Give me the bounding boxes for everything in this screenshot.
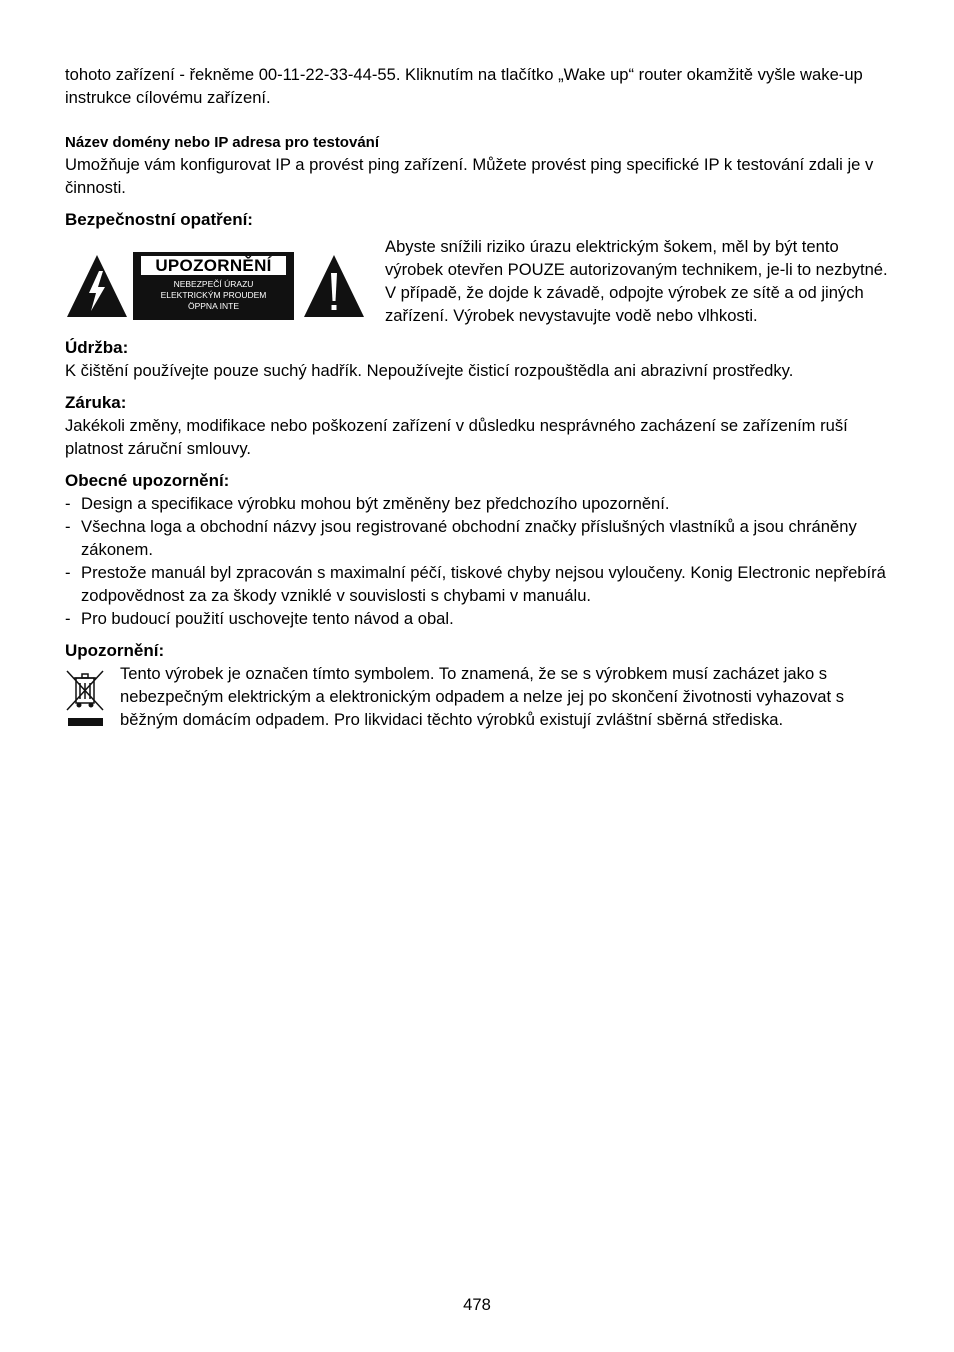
warranty-heading: Záruka: <box>65 393 127 412</box>
warranty-text: Jakékoli změny, modifikace nebo poškození zařízení v důsledku nesprávného zacházení se zařízením ruší platnost záruční smlouvy. <box>65 416 848 458</box>
warning-line: ELEKTRICKÝM PROUDEM <box>160 289 267 300</box>
safety-heading: Bezpečnostní opatření: <box>65 210 253 229</box>
exclamation-warning-icon <box>302 253 366 319</box>
crossed-out-wheelie-bin-icon <box>65 668 105 730</box>
list-item: - Prestože manuál byl zpracován s maximalní péčí, tiskové chyby nejsou vyloučeny. Konig Electronic nepřebírá zodpovědnost za za škody vzniklé v souvislosti s chybami v manuálu. <box>65 561 895 607</box>
maintenance-text: K čištění používejte pouze suchý hadřík. Nepoužívejte čisticí rozpouštědla ani abrazivní prostředky. <box>65 361 794 380</box>
list-item: - Pro budoucí použití uschovejte tento návod a obal. <box>65 607 895 630</box>
domain-test-paragraph: Umožňuje vám konfigurovat IP a provést ping zařízení. Můžete provést ping specifické IP k testování zdali je v činnosti. <box>65 155 874 197</box>
list-item: - Design a specifikace výrobku mohou být změněny bez předchozího upozornění. <box>65 492 895 515</box>
warning-subtext <box>161 279 267 312</box>
safety-icons <box>65 234 385 327</box>
warning-line: ÖPPNA INTE <box>187 300 239 311</box>
maintenance-heading: Údržba: <box>65 338 129 357</box>
manual-page <box>65 63 895 736</box>
notice-text: Tento výrobek je označen tímto symbolem. To znamená, že se s výrobkem musí zacházet jako s nebezpečným elektrickým a elektronickým odpadem a nelze jej po skončení životnosti vyhazovat s běžným domácím odpadem. Pro likvidaci těchto výrobků existují zvláštní sběrná střediska. <box>120 664 845 729</box>
safety-section <box>65 234 895 327</box>
notice-heading: Upozornění: <box>65 641 165 660</box>
warning-label <box>133 252 294 320</box>
electric-shock-warning-icon <box>65 253 129 319</box>
safety-text: Abyste snížili riziko úrazu elektrickým šokem, měl by být tento výrobek otevřen POUZE autorizovaným technikem, je-li to nezbytné. V případě, že dojde k závadě, odpojte výrobek ze sítě a od jiných zařízení. Výrobek nevystavujte vodě nebo vlhkosti. <box>385 237 888 325</box>
general-heading: Obecné upozornění: <box>65 471 230 490</box>
page-number: 478 <box>463 1295 491 1314</box>
list-item: - Všechna loga a obchodní názvy jsou registrované obchodní značky příslušných vlastníků a jsou chráněny zákonem. <box>65 515 895 561</box>
warning-line: NEBEZPEČÍ ÚRAZU <box>173 278 254 289</box>
general-list <box>65 492 895 630</box>
intro-paragraph: tohoto zařízení - řekněme 00-11-22-33-44-55. Kliknutím na tlačítko „Wake up“ router okamžitě vyšle wake-up instrukce cílovému zařízení. <box>65 65 863 107</box>
domain-test-heading: Název domény nebo IP adresa pro testování <box>65 134 379 151</box>
notice-section <box>65 662 895 736</box>
warning-title: UPOZORNĚNÍ <box>141 256 286 275</box>
